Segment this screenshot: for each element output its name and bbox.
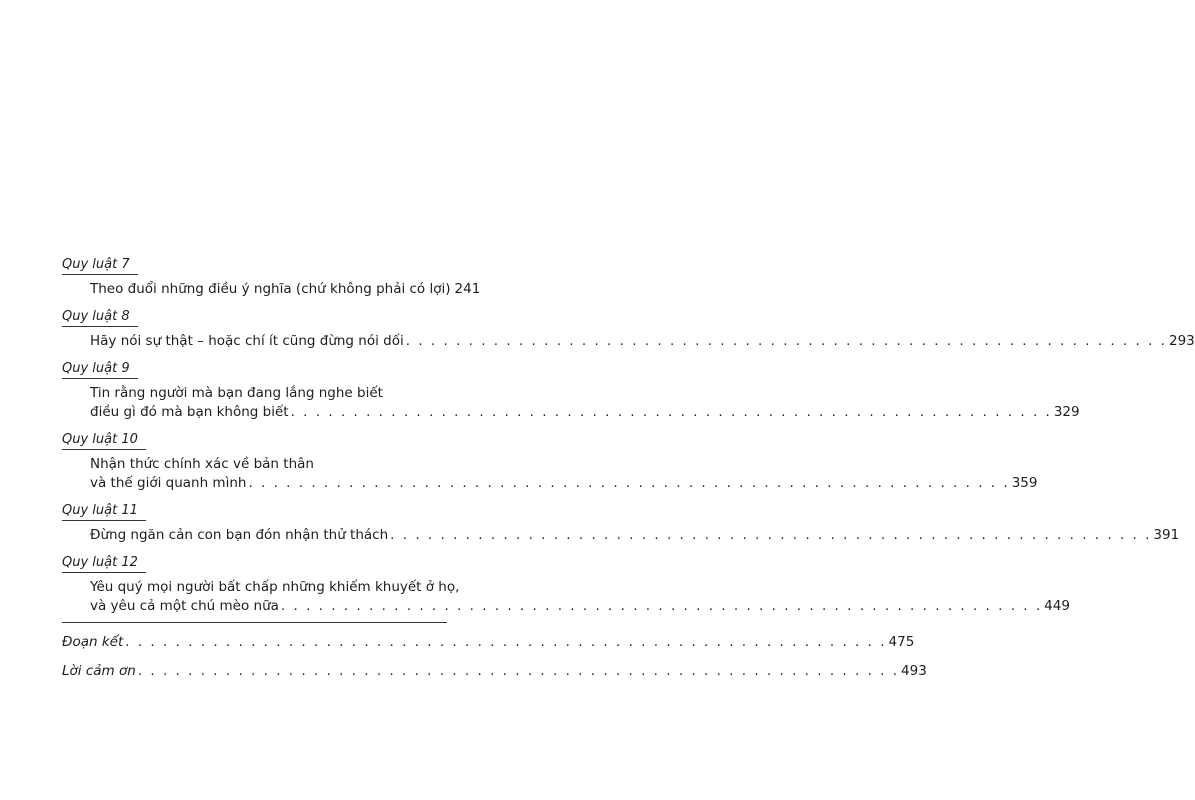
toc-entry[interactable] — [62, 455, 1038, 493]
page-number: 329 — [1053, 404, 1080, 420]
entry-title-line-2: điều gì đó mà bạn không biết — [90, 404, 289, 420]
entry-title: Lời cảm ơn — [62, 663, 136, 679]
page-number: 475 — [888, 634, 915, 650]
toc-extras — [62, 633, 927, 681]
dot-leader: . . . . . . . . . . . . . . . . . . . . . . . . . . . . . . . . . . . . . . . . . . . . . . . . . . . . . . . . . . . . . — [125, 634, 887, 650]
entry-title: Hãy nói sự thật – hoặc chí ít cũng đừng nói dối — [90, 333, 404, 349]
chapter-label: Quy luật 8 — [62, 308, 138, 327]
page-number: 241 — [454, 281, 481, 297]
page-number: 493 — [901, 663, 927, 679]
toc-entry-epilogue[interactable] — [62, 633, 915, 652]
dot-leader: . . . . . . . . . . . . . . . . . . . . . . . . . . . . . . . . . . . . . . . . . . . . . . . . . . . . . . . . . . . . . — [280, 598, 1043, 614]
toc-entry[interactable] — [62, 384, 1080, 422]
table-of-contents — [62, 253, 1195, 691]
dot-leader: . . . . . . . . . . . . . . . . . . . . . . . . . . . . . . . . . . . . . . . . . . . . . . . . . . . . . . . . . . . . . — [290, 404, 1052, 420]
toc-entry[interactable] — [62, 578, 1070, 616]
chapter-label: Quy luật 12 — [62, 554, 146, 573]
toc-chapter-10 — [62, 428, 1038, 493]
entry-title-line-2: và thế giới quanh mình — [90, 475, 247, 491]
entry-title-line-1: Tin rằng người mà bạn đang lắng nghe biết — [90, 385, 383, 401]
entry-title-line-1: Nhận thức chính xác về bản thân — [90, 456, 314, 472]
chapter-label: Quy luật 9 — [62, 360, 138, 379]
divider — [62, 622, 447, 623]
toc-chapter-8 — [62, 305, 1195, 351]
dot-leader: . . . . . . . . . . . . . . . . . . . . . . . . . . . . . . . . . . . . . . . . . . . . . . . . . . . . . . . . . . . . . — [137, 663, 900, 679]
toc-chapter-9 — [62, 357, 1080, 422]
dot-leader: . . . . . . . . . . . . . . . . . . . . . . . . . . . . . . . . . . . . . . . . . . . . . . . . . . . . . . . . . . . . . — [248, 475, 1010, 491]
entry-title: Theo đuổi những điều ý nghĩa (chứ không phải có lợi) — [90, 281, 451, 297]
toc-chapter-12 — [62, 551, 1070, 616]
page-number: 449 — [1044, 598, 1070, 614]
toc-entry[interactable] — [62, 526, 1180, 545]
page-number: 391 — [1153, 527, 1180, 543]
toc-entry-acknowledgements[interactable] — [62, 662, 927, 681]
chapter-label: Quy luật 7 — [62, 256, 138, 275]
toc-entry[interactable] — [62, 280, 481, 299]
chapter-label: Quy luật 10 — [62, 431, 146, 450]
chapter-label: Quy luật 11 — [62, 502, 146, 521]
entry-title: Đoạn kết — [62, 634, 124, 650]
toc-entry[interactable] — [62, 332, 1195, 351]
entry-title: Đừng ngăn cản con bạn đón nhận thử thách — [90, 527, 389, 543]
page-number: 359 — [1011, 475, 1038, 491]
dot-leader: . . . . . . . . . . . . . . . . . . . . . . . . . . . . . . . . . . . . . . . . . . . . . . . . . . . . . . . . . . . . . — [405, 333, 1167, 349]
page-number: 293 — [1168, 333, 1195, 349]
toc-chapter-11 — [62, 499, 1180, 545]
dot-leader: . . . . . . . . . . . . . . . . . . . . . . . . . . . . . . . . . . . . . . . . . . . . . . . . . . . . . . . . . . . . . — [390, 527, 1152, 543]
toc-chapter-7 — [62, 253, 481, 299]
entry-title-line-1: Yêu quý mọi người bất chấp những khiếm khuyết ở họ, — [90, 579, 460, 595]
entry-title-line-2: và yêu cả một chú mèo nữa — [90, 598, 279, 614]
